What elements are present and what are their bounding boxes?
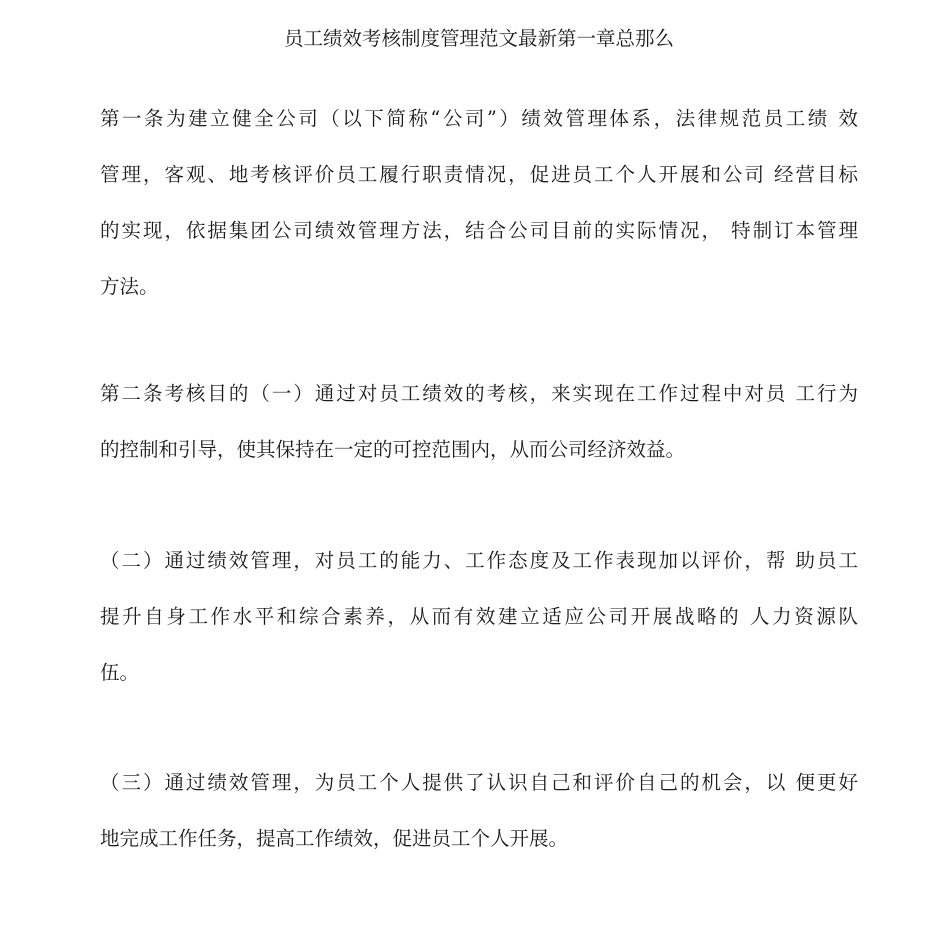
paragraph-line: 的实现，依据集团公司绩效管理方法，结合公司目前的实际情况， 特制订本管理	[100, 219, 858, 242]
paragraph-item-2	[100, 533, 858, 701]
paragraph-line: 提升自身工作水平和综合素养，从而有效建立适应公司开展战略的 人力资源队	[100, 605, 858, 628]
document-title: 员工绩效考核制度管理范文最新第一章总那么	[283, 27, 674, 50]
paragraph-line: 管理，客观、地考核评价员工履行职责情况，促进员工个人开展和公司 经营目标	[100, 163, 858, 186]
paragraph-line: （三）通过绩效管理，为员工个人提供了认识自己和评价自己的机会，以 便更好	[100, 771, 858, 794]
paragraph-line: 伍。	[100, 661, 140, 684]
paragraph-line: 的控制和引导，使其保持在一定的可控范围内，从而公司经济效益。	[100, 438, 686, 461]
paragraph-line: （二）通过绩效管理，对员工的能力、工作态度及工作表现加以评价，帮 助员工	[100, 549, 858, 572]
paragraph-line: 方法。	[100, 275, 159, 298]
paragraph-item-3	[100, 755, 858, 867]
paragraph-line: 第一条为建立健全公司（以下简称“公司”）绩效管理体系，法律规范员工绩 效	[100, 107, 858, 130]
paragraph-line: 地完成工作任务，提高工作绩效，促进员工个人开展。	[100, 827, 569, 850]
paragraph-article-1	[100, 91, 858, 315]
paragraph-article-2	[100, 366, 858, 478]
paragraph-line: 第二条考核目的（一）通过对员工绩效的考核，来实现在工作过程中对员 工行为	[100, 382, 858, 405]
